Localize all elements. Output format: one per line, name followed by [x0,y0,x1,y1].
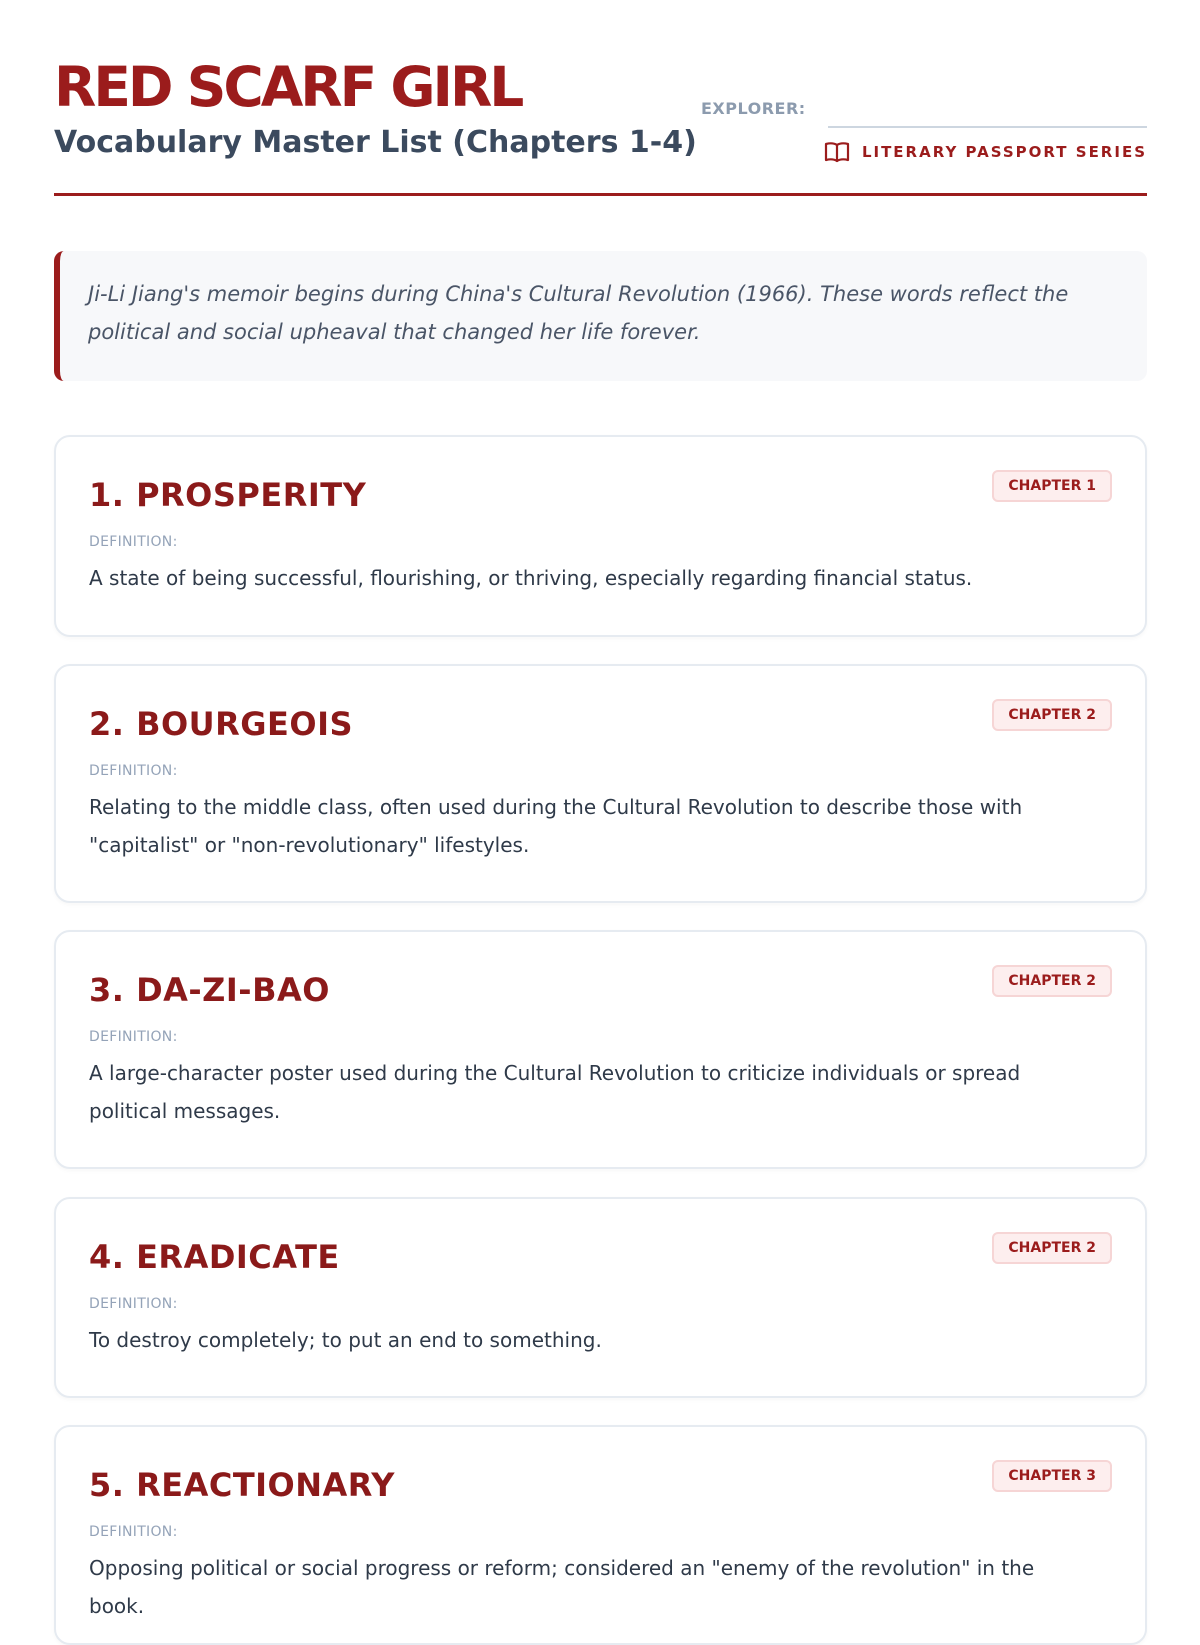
definition-text: Relating to the middle class, often used during the Cultural Revolution to describe those with "capitalist" or "non-revolutionary" lifestyles. [89,795,1023,857]
vocab-card [54,435,1147,637]
definition-text: Opposing political or social progress or reform; considered an "enemy of the revolution" in the book. [89,1556,1035,1618]
definition-text: A state of being successful, flourishing, or thriving, especially regarding financial status. [89,566,973,590]
definition-label: DEFINITION: [89,1524,178,1540]
definition-label: DEFINITION: [89,763,178,779]
vocab-word: 4. ERADICATE [89,1238,340,1276]
definition-label: DEFINITION: [89,534,178,550]
explorer-label: EXPLORER: [701,99,806,118]
explorer-name-field[interactable] [828,100,1147,128]
vocab-card [54,1425,1147,1645]
chapter-badge: CHAPTER 3 [992,1460,1112,1492]
chapter-badge: CHAPTER 1 [992,470,1112,502]
intro-callout [54,251,1147,381]
chapter-badge: CHAPTER 2 [992,965,1112,997]
vocab-card [54,1197,1147,1398]
vocab-card [54,664,1147,903]
vocab-card [54,930,1147,1169]
vocab-word: 2. BOURGEOIS [89,705,354,743]
vocab-word: 3. DA-ZI-BAO [89,971,330,1009]
definition-text: A large-character poster used during the Cultural Revolution to criticize individuals or spread political messages. [89,1061,1021,1123]
intro-text: Ji-Li Jiang's memoir begins during China's Cultural Revolution (1966). These words reflect the political and social upheaval that changed her life forever. [88,282,1069,344]
book-open-icon [824,140,850,164]
definition-text: To destroy completely; to put an end to something. [89,1328,602,1352]
series-label: LITERARY PASSPORT SERIES [861,143,1147,161]
series-banner [824,140,1147,164]
page-subtitle: Vocabulary Master List (Chapters 1-4) [54,125,697,160]
definition-label: DEFINITION: [89,1296,178,1312]
vocab-word: 1. PROSPERITY [89,476,367,514]
vocab-word: 5. REACTIONARY [89,1466,395,1504]
chapter-badge: CHAPTER 2 [992,699,1112,731]
definition-label: DEFINITION: [89,1029,178,1045]
vocabulary-page [54,0,1147,1618]
chapter-badge: CHAPTER 2 [992,1232,1112,1264]
page-title: RED SCARF GIRL [54,55,522,119]
page-header [54,0,1147,196]
